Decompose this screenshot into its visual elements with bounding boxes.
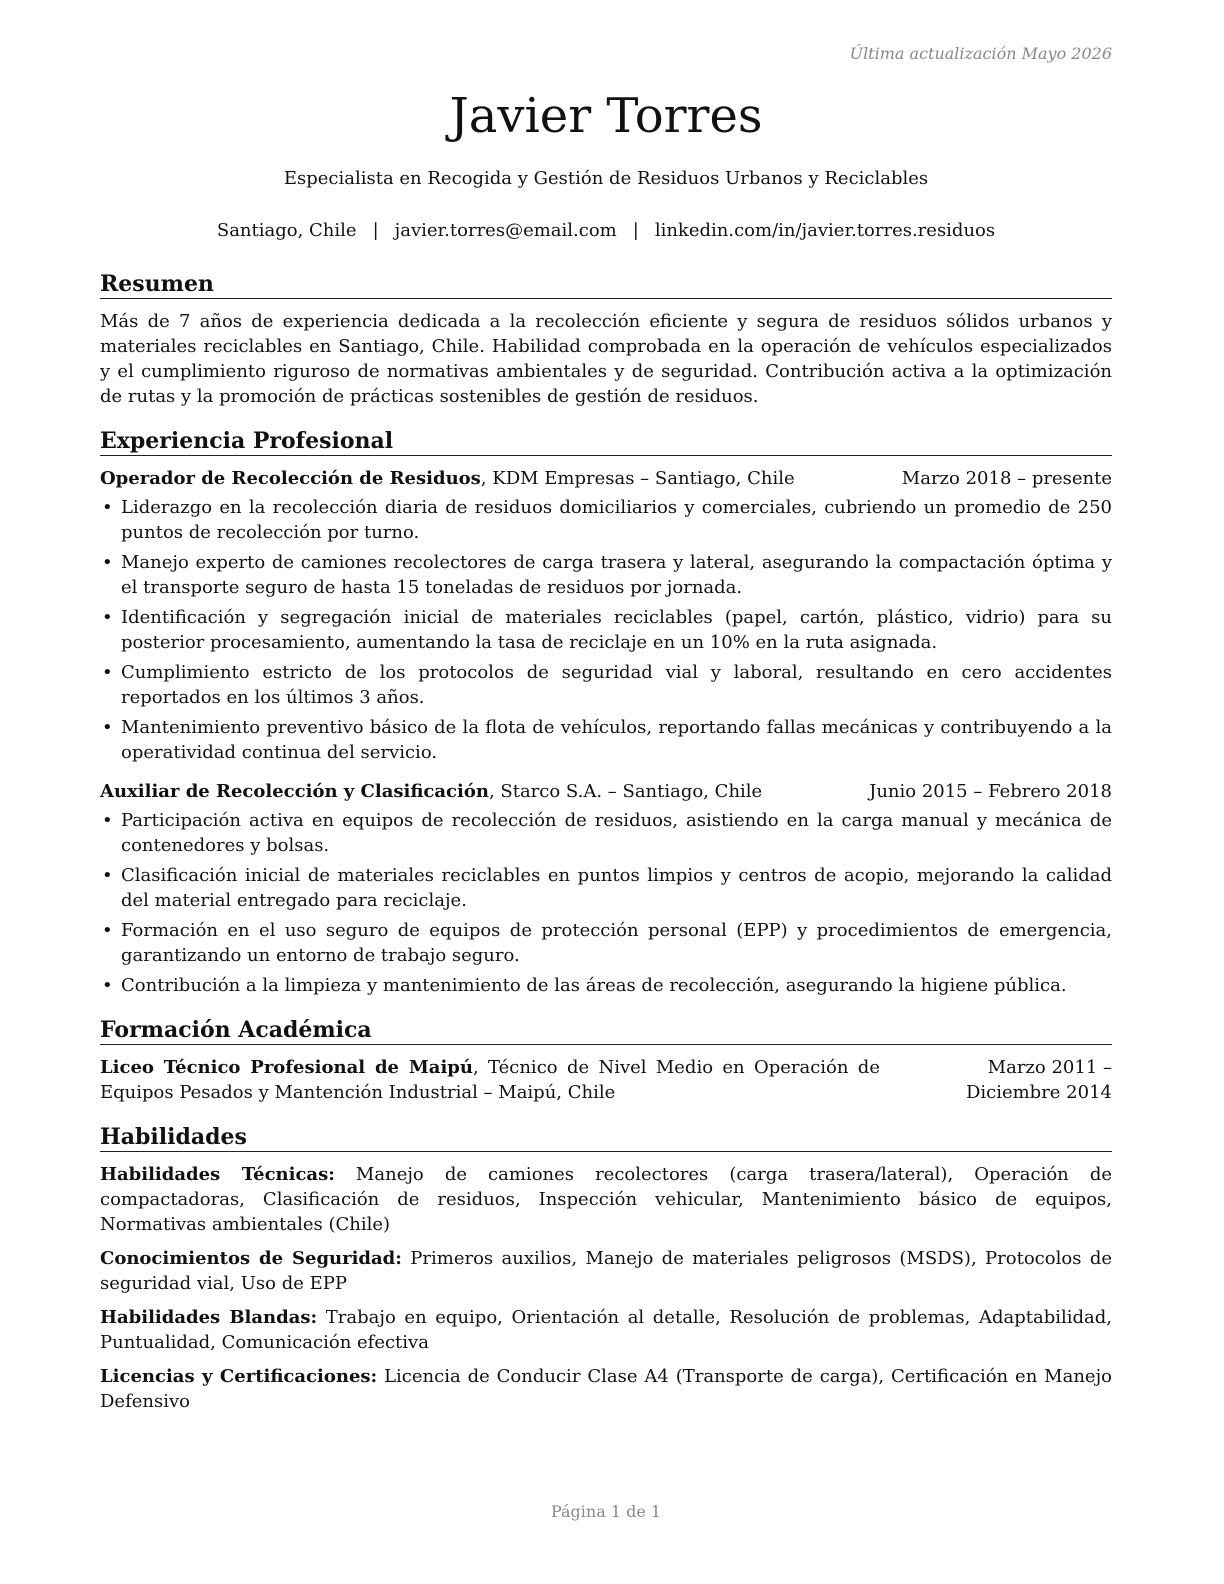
resume-content bbox=[100, 270, 1112, 1432]
skill-label: Habilidades Blandas: bbox=[100, 1307, 318, 1328]
section-title: Resumen bbox=[100, 270, 1112, 299]
job-dates: Junio 2015 – Febrero 2018 bbox=[869, 781, 1112, 802]
education-entry bbox=[100, 1055, 1112, 1105]
candidate-tagline: Especialista en Recogida y Gestión de Residuos Urbanos y Reciclables bbox=[283, 168, 929, 189]
education-dates: Marzo 2011 – Diciembre 2014 bbox=[965, 1057, 1112, 1103]
section-title: Formación Académica bbox=[100, 1016, 1112, 1045]
job-entry bbox=[100, 466, 1112, 765]
education-school: Liceo Técnico Profesional de Maipú bbox=[100, 1057, 473, 1078]
job-company: , KDM Empresas – Santiago, Chile bbox=[480, 468, 795, 489]
skills-section bbox=[100, 1123, 1112, 1414]
summary-text: Más de 7 años de experiencia dedicada a la recolección eficiente y segura de residuos sólidos urbanos y materiales reciclables en Santiago, Chile. Habilidad comprobada en la operación de vehículos especializados y el cumplimiento riguroso de normativas ambientales y de seguridad. Contribución activa a la optimización de rutas y la promoción de prácticas sostenibles de gestión de residuos. bbox=[100, 311, 1112, 407]
job-header bbox=[100, 466, 1112, 491]
skill-line bbox=[100, 1305, 1112, 1355]
contact-separator: | bbox=[372, 220, 379, 241]
job-bullets bbox=[100, 495, 1112, 765]
section-title: Experiencia Profesional bbox=[100, 427, 1112, 456]
job-header bbox=[100, 779, 1112, 804]
contact-line bbox=[100, 219, 1112, 243]
job-entry bbox=[100, 779, 1112, 998]
job-company: , Starco S.A. – Santiago, Chile bbox=[488, 781, 763, 802]
resume-page bbox=[100, 0, 1112, 1584]
contact-location: Santiago, Chile bbox=[216, 220, 357, 241]
skill-label: Licencias y Certificaciones: bbox=[100, 1366, 378, 1387]
list-item: • Identificación y segregación inicial de materiales reciclables (papel, cartón, plástico, vidrio) para su posterior procesamiento, aumentando la tasa de reciclaje en un 10% en la ruta asignada. bbox=[100, 605, 1112, 655]
list-item: • Clasificación inicial de materiales reciclables en puntos limpios y centros de acopio, mejorando la calidad del material entregado para reciclaje. bbox=[100, 863, 1112, 913]
list-item: • Liderazgo en la recolección diaria de residuos domiciliarios y comerciales, cubriendo un promedio de 250 puntos de recolección por turno. bbox=[100, 495, 1112, 545]
job-role: Auxiliar de Recolección y Clasificación bbox=[100, 781, 489, 802]
contact-separator: | bbox=[632, 220, 639, 241]
list-item: • Cumplimiento estricto de los protocolos de seguridad vial y laboral, resultando en cero accidentes reportados en los últimos 3 años. bbox=[100, 660, 1112, 710]
list-item: • Participación activa en equipos de recolección de residuos, asistiendo en la carga manual y mecánica de contenedores y bolsas. bbox=[100, 808, 1112, 858]
last-updated: Última actualización Mayo 2026 bbox=[849, 44, 1112, 63]
contact-email[interactable]: javier.torres@email.com bbox=[394, 220, 617, 241]
list-item: • Manejo experto de camiones recolectores de carga trasera y lateral, asegurando la compactación óptima y el transporte seguro de hasta 15 toneladas de residuos por jornada. bbox=[100, 550, 1112, 600]
job-bullets bbox=[100, 808, 1112, 998]
education-degree: , Técnico de Nivel Medio en Operación de Equipos Pesados y Mantención Industrial – Maipú, Chile bbox=[100, 1057, 880, 1103]
list-item: • Contribución a la limpieza y mantenimiento de las áreas de recolección, asegurando la higiene pública. bbox=[100, 973, 1112, 998]
skill-line bbox=[100, 1246, 1112, 1296]
contact-linkedin[interactable]: linkedin.com/in/javier.torres.residuos bbox=[654, 220, 996, 241]
skill-label: Conocimientos de Seguridad: bbox=[100, 1248, 402, 1269]
skill-text: Manejo de camiones recolectores (carga trasera/lateral), Operación de compactadoras, Clasificación de residuos, Inspección vehicular, Mantenimiento básico de equipos, Normativas ambientales (Chile) bbox=[100, 1164, 1113, 1235]
skill-text: Primeros auxilios, Manejo de materiales peligrosos (MSDS), Protocolos de seguridad vial, Uso de EPP bbox=[100, 1248, 1112, 1294]
job-role: Operador de Recolección de Residuos bbox=[100, 468, 481, 489]
skill-line bbox=[100, 1162, 1112, 1237]
education-section bbox=[100, 1016, 1112, 1105]
section-title: Habilidades bbox=[100, 1123, 1112, 1152]
list-item: • Formación en el uso seguro de equipos de protección personal (EPP) y procedimientos de emergencia, garantizando un entorno de trabajo seguro. bbox=[100, 918, 1112, 968]
skill-text: Licencia de Conducir Clase A4 (Transporte de carga), Certificación en Manejo Defensivo bbox=[100, 1366, 1113, 1412]
list-item: • Mantenimiento preventivo básico de la flota de vehículos, reportando fallas mecánicas y contribuyendo a la operatividad continua del servicio. bbox=[100, 715, 1112, 765]
page-number: Página 1 de 1 bbox=[550, 1502, 662, 1521]
job-dates: Marzo 2018 – presente bbox=[901, 468, 1112, 489]
skill-line bbox=[100, 1364, 1112, 1414]
candidate-name: Javier Torres bbox=[449, 88, 763, 144]
skill-label: Habilidades Técnicas: bbox=[100, 1164, 335, 1185]
experience-section bbox=[100, 427, 1112, 998]
summary-section bbox=[100, 270, 1112, 409]
skill-text: Trabajo en equipo, Orientación al detalle, Resolución de problemas, Adaptabilidad, Puntualidad, Comunicación efectiva bbox=[100, 1307, 1113, 1353]
